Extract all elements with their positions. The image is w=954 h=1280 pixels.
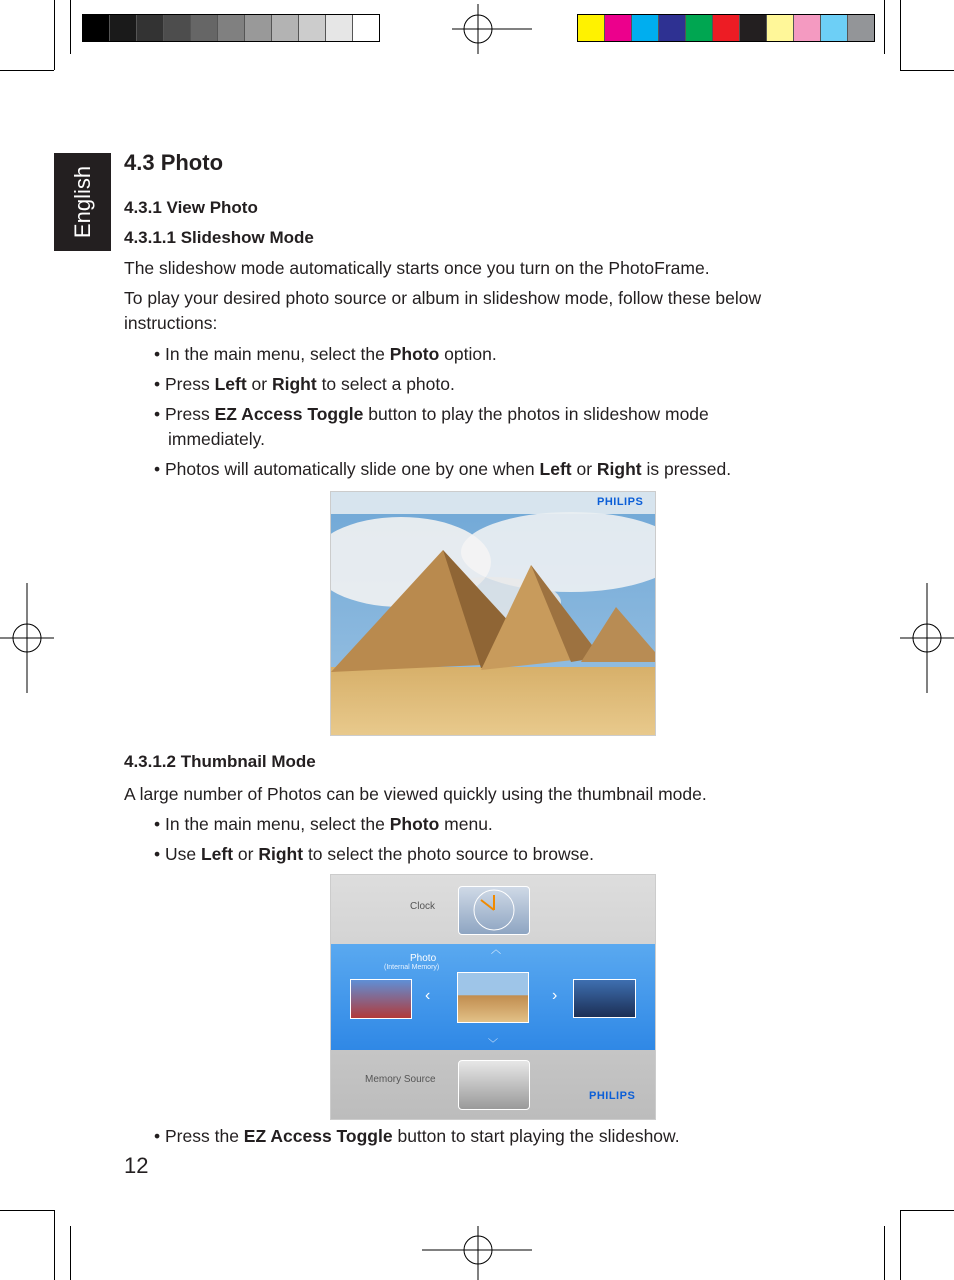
list-item: • In the main menu, select the Photo option. — [154, 344, 497, 364]
crop-mark — [900, 70, 954, 71]
page-number: 12 — [124, 1153, 149, 1178]
thumbnail-previous[interactable] — [350, 979, 412, 1019]
registration-mark-icon — [0, 583, 54, 693]
list-item: • Press the EZ Access Toggle button to start playing the slideshow. — [154, 1126, 680, 1146]
thumbnail-current[interactable] — [457, 972, 529, 1023]
color-swatch — [245, 15, 272, 41]
crop-mark — [900, 0, 901, 70]
chevron-left-icon[interactable]: ‹ — [425, 987, 431, 1004]
memory-source-icon — [458, 1060, 530, 1110]
language-tab — [54, 153, 111, 251]
color-swatch — [686, 15, 713, 41]
color-swatch — [272, 15, 299, 41]
subsection-heading: 4.3.1 View Photo — [124, 198, 258, 217]
crop-mark — [54, 0, 55, 70]
clock-icon — [458, 886, 530, 935]
language-tab-label: English — [69, 165, 95, 239]
list-item: • Photos will automatically slide one by one when Left or Right is pressed. — [154, 459, 732, 479]
paragraph: A large number of Photos can be viewed quickly using the thumbnail mode. — [124, 784, 707, 804]
menu-item-photo: Photo — [410, 953, 437, 964]
crop-mark — [0, 1210, 54, 1211]
menu-item-photo-source: (Internal Memory) — [384, 964, 440, 971]
registration-mark-icon — [452, 4, 532, 54]
chevron-up-icon: ︿ — [491, 945, 501, 956]
crop-mark — [884, 1226, 885, 1280]
menu-item-clock: Clock — [410, 901, 436, 912]
slideshow-screenshot — [330, 491, 656, 736]
color-swatch — [110, 15, 137, 41]
paragraph-line: To play your desired photo source or album in slideshow mode, follow these below — [124, 288, 762, 308]
slideshow-heading: 4.3.1.1 Slideshow Mode — [124, 228, 314, 247]
color-swatch — [632, 15, 659, 41]
thumbnail-menu-screenshot — [330, 874, 656, 1120]
list-item: • Press Left or Right to select a photo. — [154, 374, 455, 394]
chevron-right-icon[interactable]: › — [552, 987, 558, 1004]
grayscale-calibration-bar — [82, 14, 380, 42]
pyramids-photo — [331, 492, 655, 735]
color-calibration-bar — [577, 14, 875, 42]
crop-mark — [70, 0, 71, 54]
crop-mark — [54, 1210, 55, 1280]
color-swatch — [848, 15, 874, 41]
color-swatch — [821, 15, 848, 41]
crop-mark — [884, 0, 885, 54]
paragraph-line: instructions: — [124, 313, 218, 333]
list-item: • Use Left or Right to select the photo source to browse. — [154, 844, 594, 864]
paragraph: The slideshow mode automatically starts once you turn on the PhotoFrame. — [124, 258, 710, 278]
crop-mark — [900, 1210, 901, 1280]
crop-mark — [70, 1226, 71, 1280]
thumbnail-next[interactable] — [573, 979, 636, 1018]
color-swatch — [218, 15, 245, 41]
chevron-down-icon: ﹀ — [488, 1039, 498, 1050]
crop-mark — [0, 70, 54, 71]
color-swatch — [605, 15, 632, 41]
list-item: • In the main menu, select the Photo menu. — [154, 814, 493, 834]
color-swatch — [326, 15, 353, 41]
registration-mark-icon — [900, 583, 954, 693]
list-item: • Press EZ Access Toggle button to play the photos in slideshow mode immediately. — [154, 404, 709, 449]
color-swatch — [83, 15, 110, 41]
philips-logo: PHILIPS — [589, 1090, 636, 1102]
color-swatch — [299, 15, 326, 41]
color-swatch — [713, 15, 740, 41]
thumbnail-heading: 4.3.1.2 Thumbnail Mode — [124, 752, 316, 771]
color-swatch — [659, 15, 686, 41]
color-swatch — [353, 15, 379, 41]
menu-item-memory-source: Memory Source — [365, 1074, 436, 1085]
paragraph — [124, 286, 844, 336]
color-swatch — [767, 15, 794, 41]
section-title: 4.3 Photo — [124, 150, 224, 175]
color-swatch — [578, 15, 605, 41]
philips-logo: PHILIPS — [597, 496, 644, 508]
registration-mark-icon — [422, 1226, 532, 1280]
crop-mark — [900, 1210, 954, 1211]
color-swatch — [794, 15, 821, 41]
color-swatch — [740, 15, 767, 41]
color-swatch — [191, 15, 218, 41]
color-swatch — [164, 15, 191, 41]
color-swatch — [137, 15, 164, 41]
